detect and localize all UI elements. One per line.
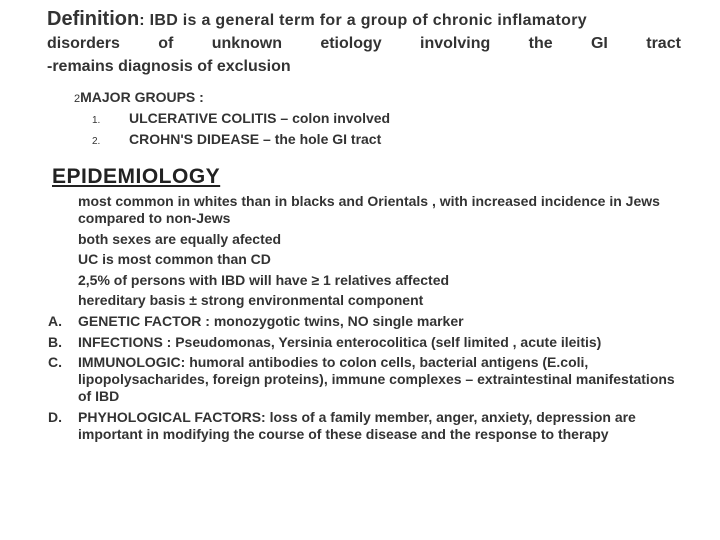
definition-word: tract <box>646 35 681 52</box>
list-item-text: both sexes are equally afected <box>78 230 282 247</box>
definition-word: the <box>528 35 553 52</box>
list-item-text: UC is most common than CD <box>78 251 271 268</box>
list-item-text: INFECTIONS : Pseudomonas, Yersinia enterocolitica (self limited , acute ileitis) <box>78 333 602 350</box>
major-groups-title: MAJOR GROUPS : <box>80 89 204 105</box>
definition-text: : IBD is a general term for a group of chronic inflamatory <box>139 12 587 29</box>
list-letter: D. <box>48 408 62 425</box>
major-groups-heading <box>55 88 390 109</box>
definition-word: unknown <box>211 35 282 52</box>
epidemiology-title: EPIDEMIOLOGY <box>52 165 221 188</box>
group-item-number: 1. <box>92 115 101 126</box>
definition-line-2 <box>47 32 681 55</box>
list-item <box>48 354 688 405</box>
group-item-number: 2. <box>92 136 101 147</box>
major-groups-number: 2 <box>74 93 81 105</box>
definition-line-3: -remains diagnosis of exclusion <box>47 58 291 75</box>
definition-word: etiology <box>320 35 382 52</box>
list-item <box>48 313 688 330</box>
list-item <box>48 193 688 227</box>
list-item <box>48 409 688 443</box>
list-item <box>48 231 688 248</box>
list-letter: A. <box>48 312 62 329</box>
list-item <box>48 251 688 268</box>
definition-block <box>47 8 681 78</box>
definition-line-1 <box>47 8 681 32</box>
definition-word: involving <box>420 35 491 52</box>
list-item-text: IMMUNOLOGIC: humoral antibodies to colon cells, bacterial antigens (E.coli, lipopolysacharides, foreign proteins), immune complexes – extraintestinal manifestations of IBD <box>78 354 675 405</box>
epidemiology-list <box>48 193 688 446</box>
group-item-text: CROHN'S DIDEASE – the hole GI tract <box>129 131 382 147</box>
list-item-text: 2,5% of persons with IBD will have ≥ 1 relatives affected <box>78 271 450 288</box>
group-item <box>92 109 390 130</box>
list-letter: B. <box>48 333 62 350</box>
major-groups <box>55 88 390 151</box>
definition-word: GI <box>590 35 608 52</box>
list-item <box>48 334 688 351</box>
list-item-text: PHYHOLOGICAL FACTORS: loss of a family member, anger, anxiety, depression are important in modifying the course of these disease and the response to therapy <box>78 408 636 442</box>
group-item-text: ULCERATIVE COLITIS – colon involved <box>129 110 391 126</box>
list-letter: C. <box>48 354 62 371</box>
group-item <box>92 130 390 151</box>
list-item-text: GENETIC FACTOR : monozygotic twins, NO single marker <box>78 312 464 329</box>
list-item-text: hereditary basis ± strong environmental component <box>78 292 424 309</box>
definition-word: disorders <box>47 35 120 52</box>
definition-heading: Definition <box>47 8 140 30</box>
definition-word: of <box>158 35 174 52</box>
list-item-text: most common in whites than in blacks and Orientals , with increased incidence in Jews compared to non-Jews <box>78 193 660 226</box>
list-item <box>48 272 688 289</box>
list-item <box>48 292 688 309</box>
